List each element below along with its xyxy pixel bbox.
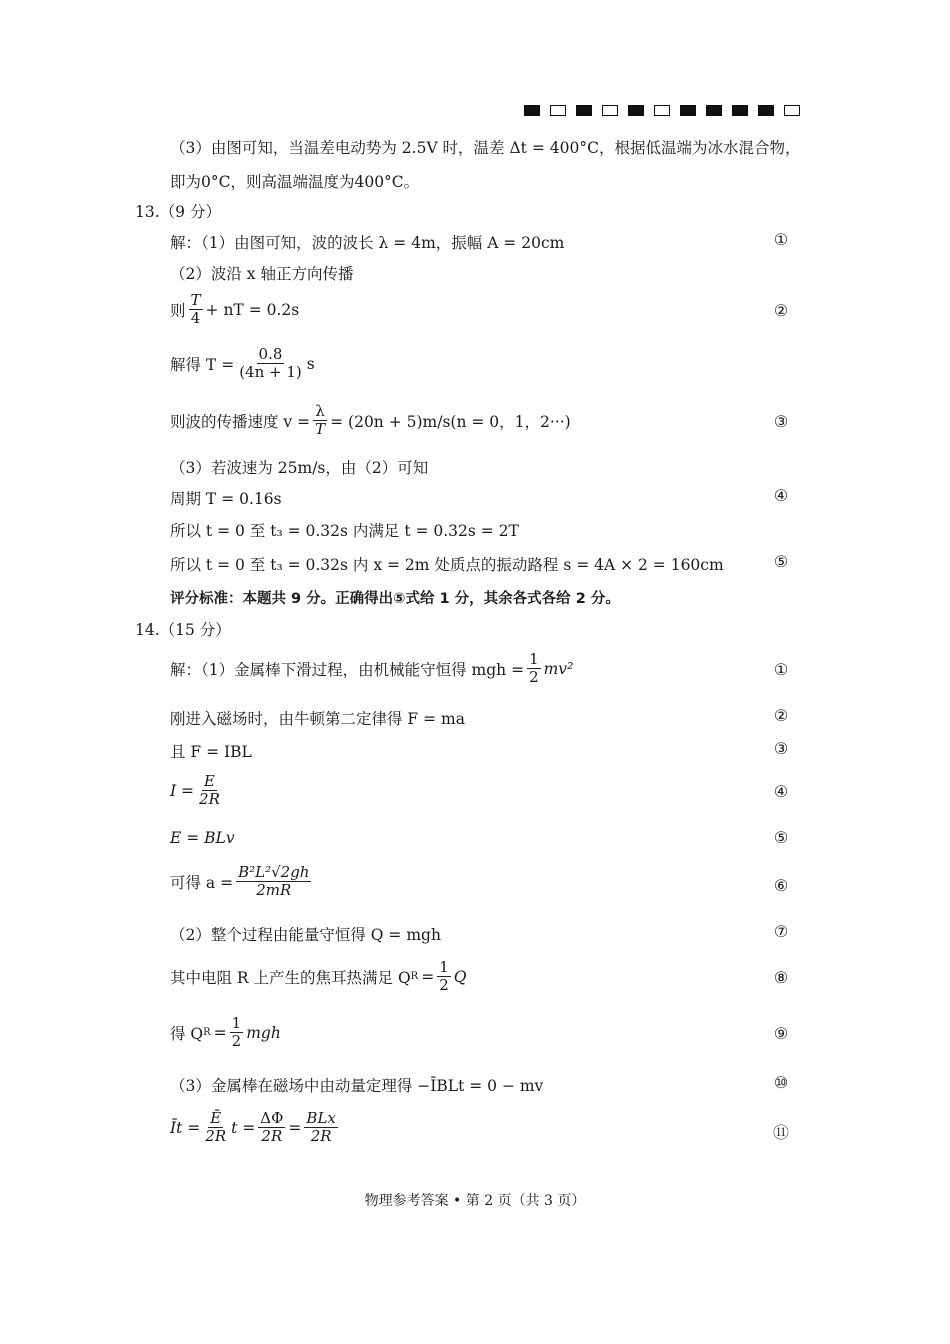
- header-marks: [524, 105, 800, 116]
- q13-title: 13.（9 分）: [135, 203, 221, 221]
- q14-title: 14.（15 分）: [135, 621, 231, 639]
- q14-line-3: 且 F = IBL: [170, 743, 252, 761]
- fraction: [236, 864, 311, 900]
- text: t =: [231, 1118, 256, 1137]
- eq-number: ⑤: [773, 552, 789, 571]
- mark-filled: [628, 105, 644, 116]
- numerator: 1: [231, 1014, 242, 1032]
- fraction: [189, 292, 203, 328]
- text: =: [288, 1118, 302, 1137]
- mark-filled: [706, 105, 722, 116]
- q14-line-6: [170, 864, 314, 900]
- eq-number: ③: [773, 412, 789, 431]
- eq-number: ⑨: [773, 1024, 789, 1043]
- eq-number: ⑦: [773, 922, 789, 941]
- numerator: ΔΦ: [260, 1109, 284, 1127]
- denominator: 2R: [310, 1127, 332, 1146]
- text: mv²: [543, 659, 574, 678]
- eq-number: ①: [773, 230, 789, 249]
- fraction: [237, 346, 304, 382]
- q13-score: 评分标准：本题共 9 分。正确得出⑤式给 1 分，其余各式各给 2 分。: [170, 591, 620, 607]
- text: I =: [170, 781, 195, 800]
- eq-number: ⑪: [772, 1123, 789, 1142]
- q13-line-9: 所以 t = 0 至 t₃ = 0.32s 内 x = 2m 处质点的振动路程 s = 4A × 2 = 160cm: [170, 556, 724, 574]
- fraction: [258, 1110, 285, 1146]
- fraction: [203, 1110, 228, 1146]
- text: s: [306, 354, 315, 373]
- text: = (20n + 5)m/s(n = 0，1，2···): [330, 412, 571, 431]
- fraction: [527, 651, 541, 687]
- fraction: [313, 403, 327, 439]
- subscript: R: [203, 1027, 211, 1039]
- text: =: [421, 967, 435, 986]
- eq-number: ③: [773, 739, 789, 758]
- mark-filled: [732, 105, 748, 116]
- denominator: T: [315, 420, 326, 439]
- fraction: [304, 1110, 337, 1146]
- q14-line-11: [170, 1110, 341, 1146]
- text: =: [213, 1023, 227, 1042]
- text: 则波的传播速度 v =: [170, 412, 311, 431]
- mark-empty: [654, 105, 670, 116]
- eq-number: ④: [773, 782, 789, 801]
- q14-line-10: （3）金属棒在磁场中由动量定理得 −ĪBLt = 0 − mv: [170, 1077, 544, 1095]
- subscript: R: [410, 971, 419, 983]
- text: Īt =: [170, 1118, 201, 1137]
- intro-line-1: （3）由图可知，当温差电动势为 2.5V 时，温差 Δt = 400°C，根据低温端为冰水混合物，: [170, 139, 801, 157]
- denominator: 2mR: [256, 881, 292, 900]
- eq-number: ⑩: [773, 1073, 789, 1092]
- text: + nT = 0.2s: [205, 300, 300, 319]
- denominator: 2: [231, 1032, 242, 1051]
- q13-line-6: （3）若波速为 25m/s，由（2）可知: [170, 459, 429, 477]
- q13-line-5: [170, 403, 571, 439]
- numerator: BLx: [306, 1109, 336, 1127]
- denominator: 4: [190, 309, 201, 328]
- q14-line-7: （2）整个过程由能量守恒得 Q = mgh: [170, 926, 441, 944]
- eq-number: ④: [773, 486, 789, 505]
- q13-line-3: [170, 292, 299, 328]
- fraction: [197, 773, 222, 809]
- text: 解：（1）金属棒下滑过程，由机械能守恒得 mgh =: [170, 660, 525, 679]
- q13-line-4: [170, 346, 315, 382]
- q13-line-2: （2）波沿 x 轴正方向传播: [170, 265, 354, 283]
- numerator: 1: [439, 958, 449, 976]
- mark-filled: [758, 105, 774, 116]
- q13-line-1: 解：（1）由图可知，波的波长 λ = 4m，振幅 A = 20cm: [170, 234, 565, 252]
- text: Q: [453, 967, 467, 986]
- mark-empty: [602, 105, 618, 116]
- denominator: 2: [529, 668, 539, 687]
- numerator: 0.8: [258, 345, 283, 363]
- numerator: 1: [529, 650, 539, 668]
- eq-number: ②: [773, 301, 789, 320]
- denominator: 2R: [261, 1127, 283, 1146]
- fraction: [437, 959, 451, 995]
- q14-line-1: [170, 651, 573, 687]
- text: 解得 T =: [170, 355, 235, 374]
- intro-line-2: 即为0°C，则高温端温度为400°C。: [170, 173, 420, 191]
- q13-line-7: 周期 T = 0.16s: [170, 490, 282, 508]
- eq-number: ⑧: [773, 968, 789, 987]
- mark-filled: [576, 105, 592, 116]
- page-footer: 物理参考答案 • 第 2 页（共 3 页）: [364, 1193, 586, 1209]
- text: 其中电阻 R 上产生的焦耳热满足 Q: [170, 968, 411, 987]
- numerator: B²L²√2gh: [238, 863, 310, 881]
- denominator: 2: [439, 976, 449, 995]
- q14-line-5: [170, 829, 235, 847]
- numerator: T: [190, 291, 201, 309]
- eq-number: ①: [773, 660, 789, 679]
- numerator: λ: [315, 402, 325, 420]
- text: 则: [170, 301, 186, 320]
- fraction: [230, 1015, 244, 1051]
- q13-line-8: 所以 t = 0 至 t₃ = 0.32s 内满足 t = 0.32s = 2T: [170, 522, 519, 540]
- text: 得 Q: [170, 1024, 204, 1043]
- denominator: (4n + 1): [239, 363, 302, 382]
- q14-line-9: [170, 1015, 281, 1051]
- numerator: Ē: [210, 1109, 222, 1127]
- q14-line-2: 刚进入磁场时，由牛顿第二定律得 F = ma: [170, 710, 465, 728]
- eq-number: ⑤: [773, 828, 789, 847]
- eq-number: ②: [773, 706, 789, 725]
- q14-line-4: [170, 773, 225, 809]
- mark-empty: [784, 105, 800, 116]
- numerator: E: [203, 772, 215, 790]
- text: 可得 a =: [170, 873, 234, 892]
- text: mgh: [246, 1023, 281, 1042]
- text: E = BLv: [170, 829, 235, 847]
- mark-empty: [550, 105, 566, 116]
- denominator: 2R: [205, 1127, 227, 1146]
- denominator: 2R: [199, 790, 220, 809]
- mark-filled: [524, 105, 540, 116]
- eq-number: ⑥: [773, 876, 789, 895]
- q14-line-8: [170, 959, 466, 995]
- mark-filled: [680, 105, 696, 116]
